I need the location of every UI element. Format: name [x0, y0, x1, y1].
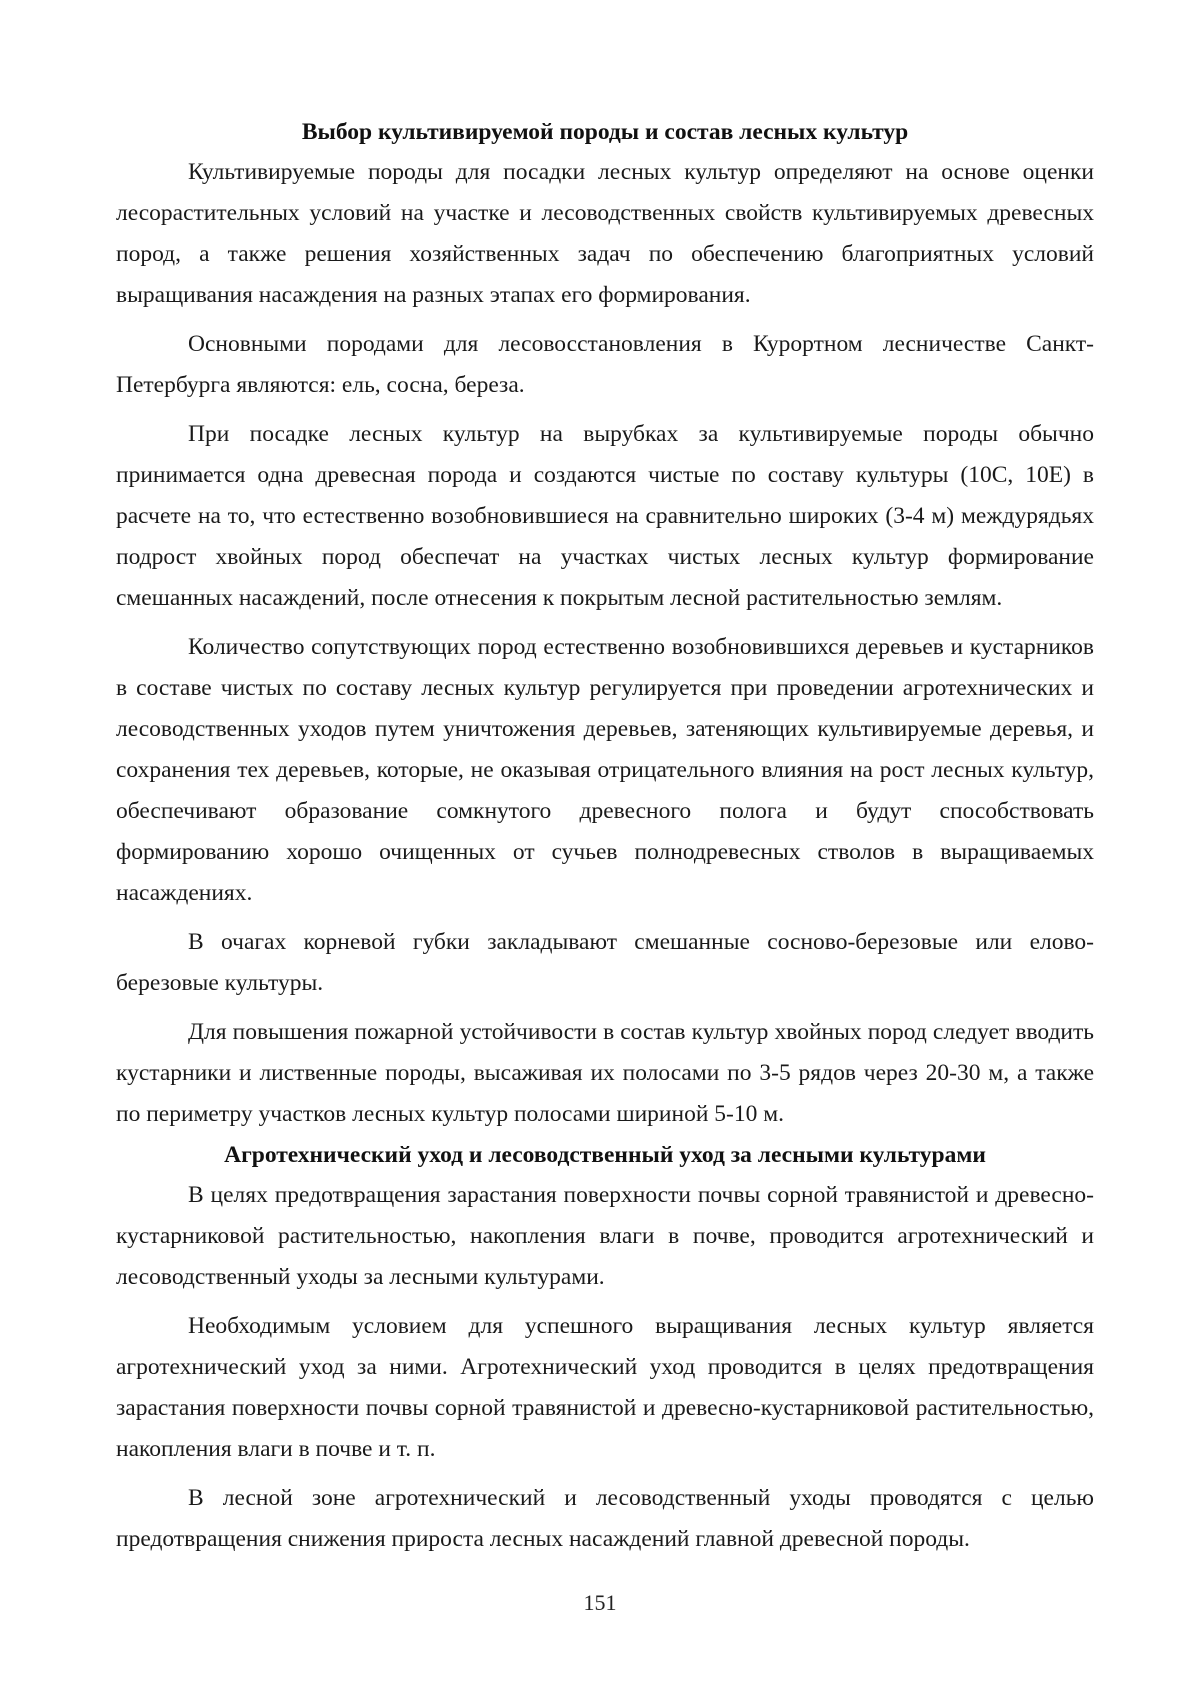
paragraph: Культивируемые породы для посадки лесных культур определяют на основе оценки лесорастительных условий на участке и лесоводственных свойств культивируемых древесных пород, а также решения хозяйственных задач по обеспечению благоприятных условий выращивания насаждения на разных этапах его формирования.: [116, 159, 1094, 308]
paragraph: Для повышения пожарной устойчивости в состав культур хвойных пород следует вводить кустарники и лиственные породы, высаживая их полосами по 3-5 рядов через 20-30 м, а также по периметру участков лесных культур полосами шириной 5-10 м.: [116, 1019, 1094, 1127]
page-number: 151: [583, 1590, 617, 1615]
paragraph: При посадке лесных культур на вырубках за культивируемые породы обычно принимается одна древесная порода и создаются чистые по составу культуры (10С, 10Е) в расчете на то, что естественно возобновившиеся на сравнительно широких (3-4 м) междурядьях подрост хвойных пород обеспечат на участках чистых лесных культур формирование смешанных насаждений, после отнесения к покрытым лесной растительностью землям.: [116, 421, 1094, 611]
paragraph: В очагах корневой губки закладывают смешанные сосново-березовые или елово-березовые культуры.: [116, 929, 1094, 996]
page-body: [116, 112, 1094, 1560]
paragraph: Необходимым условием для успешного выращивания лесных культур является агротехнический уход за ними. Агротехнический уход проводится в целях предотвращения зарастания поверхности почвы сорной травянистой и древесно-кустарниковой растительностью, накопления влаги в почве и т. п.: [116, 1313, 1094, 1462]
paragraph: В целях предотвращения зарастания поверхности почвы сорной травянистой и древесно-кустарниковой растительностью, накопления влаги в почве, проводится агротехнический и лесоводственный уходы за лесными культурами.: [116, 1182, 1094, 1290]
section-agrotechnical-care: [116, 1135, 1094, 1560]
section-heading: Агротехнический уход и лесоводственный уход за лесными культурами: [224, 1142, 986, 1168]
section-heading: Выбор культивируемой породы и состав лесных культур: [301, 119, 909, 145]
section-species-selection: [116, 112, 1094, 1135]
paragraph: Количество сопутствующих пород естественно возобновившихся деревьев и кустарников в составе чистых по составу лесных культур регулируется при проведении агротехнических и лесоводственных уходов путем уничтожения деревьев, затеняющих культивируемые деревья, и сохранения тех деревьев, которые, не оказывая отрицательного влияния на рост лесных культур, обеспечивают образование сомкнутого древесного полога и будут способствовать формированию хорошо очищенных от сучьев полнодревесных стволов в выращиваемых насаждениях.: [116, 634, 1094, 906]
paragraph: Основными породами для лесовосстановления в Курортном лесничестве Санкт-Петербурга являются: ель, сосна, береза.: [116, 331, 1094, 398]
paragraph: В лесной зоне агротехнический и лесоводственный уходы проводятся с целью предотвращения снижения прироста лесных насаждений главной древесной породы.: [116, 1485, 1094, 1552]
